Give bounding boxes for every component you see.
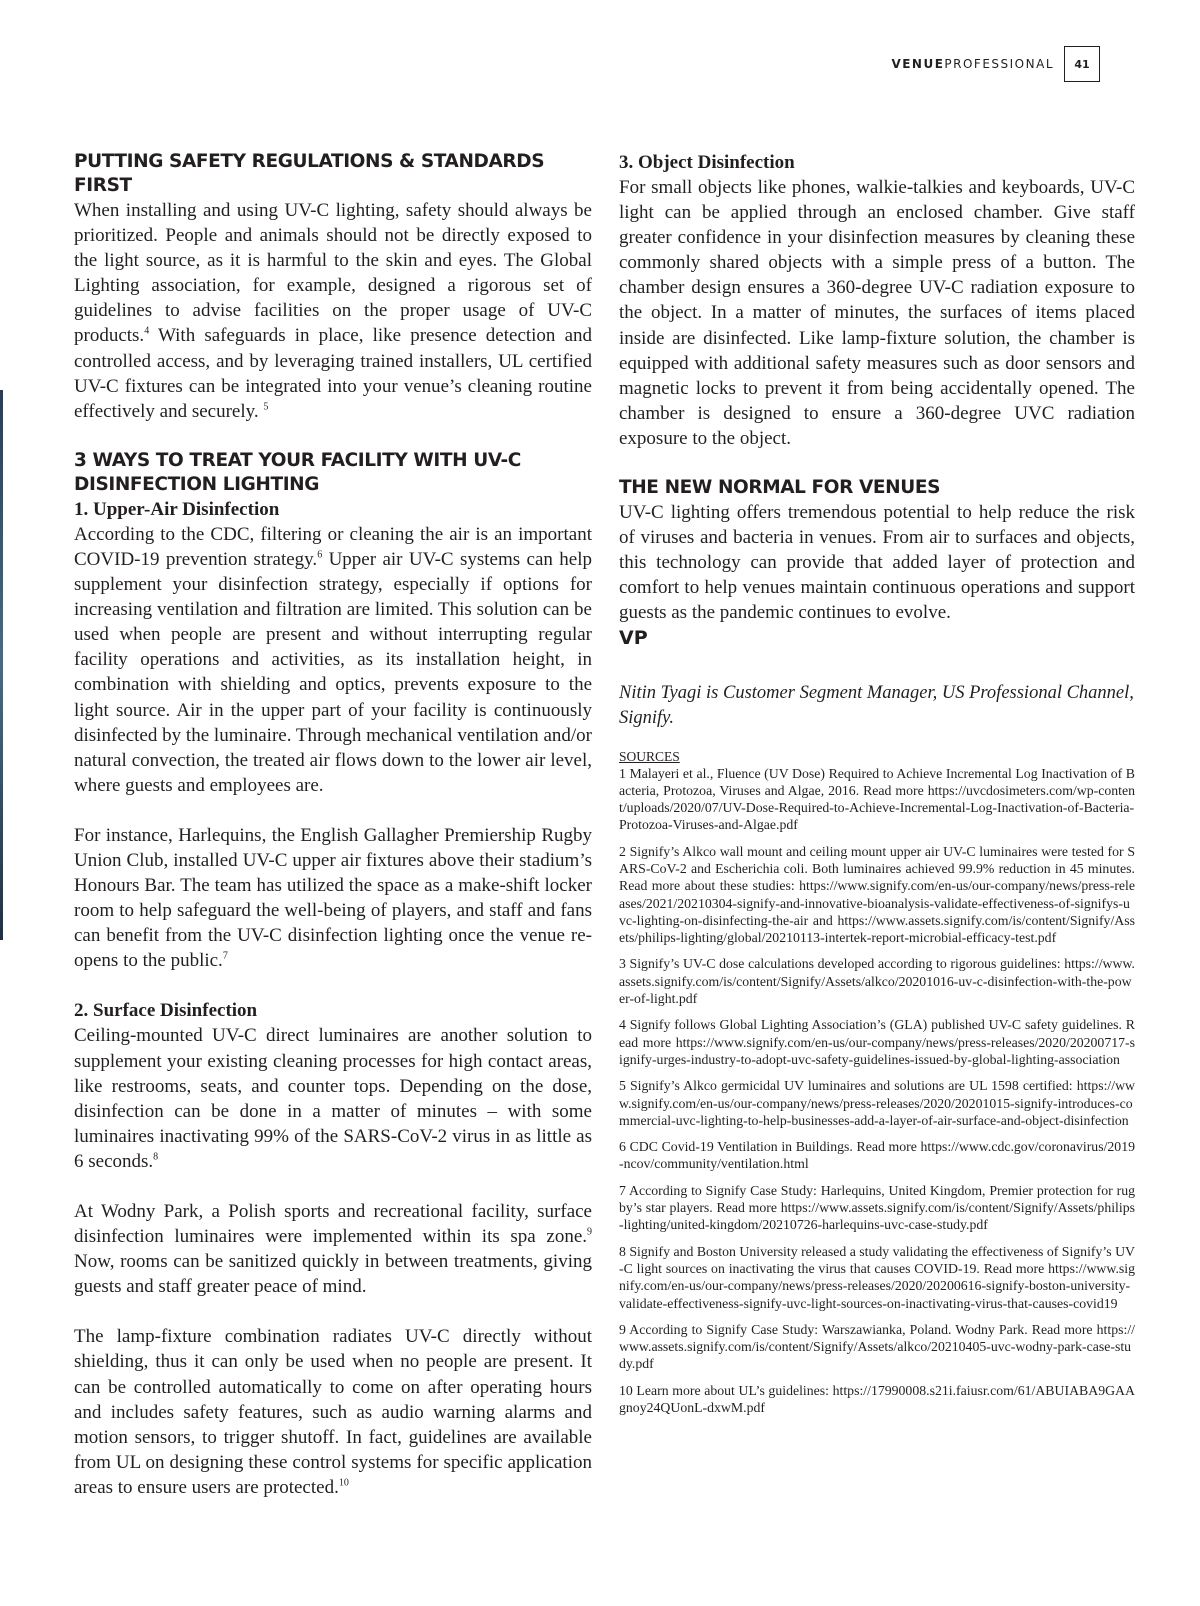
source-item: 9 According to Signify Case Study: Warszawianka, Poland. Wodny Park. Read more https://www.assets.signify.com/is/content/Signify/Assets/alkco/20210405-uvc-wodny-park-case-study.pdf <box>619 1321 1135 1372</box>
harlequins-text: For instance, Harlequins, the English Gallagher Premiership Rugby Union Club, installed UV-C upper air fixtures above their stadium’s Honours Bar. The team has utilized the space as a make-shift locker room to help safeguard the well-being of players, and staff and fans can benefit from the UV-C disinfection lighting once the venue re-opens to the public. <box>74 824 592 972</box>
magazine-brand <box>891 57 1054 71</box>
safety-text-cont: With safeguards in place, like presence detection and controlled access, and by leveraging trained installers, UL certified UV-C fixtures can be integrated into your venue’s cleaning routine effectively and securely. <box>74 325 592 422</box>
sources-list <box>619 765 1135 1417</box>
footnote-ref: 9 <box>587 1226 592 1238</box>
brand-light: PROFESSIONAL <box>944 57 1054 71</box>
source-item: 1 Malayeri et al., Fluence (UV Dose) Required to Achieve Incremental Log Inactivation of Bacteria, Protozoa, Viruses and Algae, 2016. Read more https://uvcdosimeters.com/wp-content/uploads/2020/07/UV-Dose-Required-to-Achieve-Incremental-Log-Inactivation-of-Bacteria-Protozoa-Viruses-and-Algae.pdf <box>619 765 1135 833</box>
source-item: 5 Signify’s Alkco germicidal UV luminaires and solutions are UL 1598 certified: https://www.signify.com/en-us/our-company/news/press-releases/2020/20201015-signify-introduces-commercial-uvc-lighting-to-help-businesses-add-a-layer-of-air-surface-and-object-disinfection <box>619 1078 1135 1128</box>
footnote-ref: 8 <box>153 1151 159 1163</box>
upper-air-text: According to the CDC, filtering or cleaning the air is an important COVID-19 prevention strategy. <box>74 523 592 570</box>
page-number: 41 <box>1064 46 1100 82</box>
author-byline: Nitin Tyagi is Customer Segment Manager, US Professional Channel, Signify. <box>619 682 1134 728</box>
source-item: 6 CDC Covid-19 Ventilation in Buildings. Read more https://www.cdc.gov/coronavirus/2019-ncov/community/ventilation.html <box>619 1139 1135 1172</box>
footnote-ref: 5 <box>263 401 269 413</box>
wodny-park-paragraph <box>74 1199 592 1299</box>
safety-paragraph <box>74 198 592 424</box>
safety-text: When installing and using UV-C lighting, safety should always be prioritized. People and animals should not be directly exposed to the light source, as it is harmful to the skin and eyes. The Global Lighting association, for example, designed a rigorous set of guidelines to advise facilities on the proper usage of UV-C products. <box>74 200 592 347</box>
source-item: 10 Learn more about UL’s guidelines: https://17990008.s21i.faiusr.com/61/ABUIABA9GAAgnoy24QUonL-dxwM.pdf <box>619 1382 1135 1415</box>
source-item: 7 According to Signify Case Study: Harlequins, United Kingdom, Premier protection for rugby’s star players. Read more https://www.assets.signify.com/is/content/Signify/Assets/philips-lighting/united-kingdom/20210726-harlequins-uvc-case-study.pdf <box>619 1182 1135 1233</box>
subheading-object: 3. Object Disinfection <box>619 152 795 173</box>
section-heading-ways: 3 WAYS TO TREAT YOUR FACILITY WITH UV-C DISINFECTION LIGHTING <box>74 449 521 495</box>
upper-air-text-cont: Upper air UV-C systems can help supplement your disinfection strategy, especially if options for increasing ventilation and filtration are limited. This solution can be used when people are present and without interrupting regular facility operations and activities, as its installation height, in combination with shielding and optics, prevents exposure to the light source. Air in the upper part of your facility is continuously disinfected by the luminaire. Through mechanical ventilation and/or natural convection, the treated air flows down to the lower air level, where guests and employees are. <box>74 548 592 796</box>
page-header <box>891 46 1100 82</box>
section-heading-safety: PUTTING SAFETY REGULATIONS & STANDARDS FIRST <box>74 151 545 196</box>
source-item: 8 Signify and Boston University released a study validating the effectiveness of Signify’s UV-C light sources on inactivating the virus that causes COVID-19. Read more https://www.signify.com/en-us/our-company/news/press-releases/2020/20200616-signify-boston-university-validate-effectiveness-signify-uvc-light-sources-on-inactivating-virus-that-causes-covid19 <box>619 1243 1135 1311</box>
right-column <box>619 150 1135 1425</box>
source-item: 3 Signify’s UV-C dose calculations developed according to rigorous guidelines: https://www.assets.signify.com/is/content/Signify/Assets/alkco/20201016-uv-c-disinfection-with-the-power-of-light.pdf <box>619 956 1135 1007</box>
page-edge-strip <box>0 390 3 940</box>
subheading-upper-air: 1. Upper-Air Disinfection <box>74 498 280 520</box>
sources-title: SOURCES <box>619 748 680 764</box>
brand-bold: VENUE <box>891 57 945 71</box>
wodny-park-text: At Wodny Park, a Polish sports and recreational facility, surface disinfection luminaires were implemented within its spa zone. <box>74 1201 592 1248</box>
lamp-fixture-paragraph <box>74 1324 592 1500</box>
left-column <box>74 150 592 1500</box>
new-normal-paragraph: UV-C lighting offers tremendous potential to help reduce the risk of viruses and bacteria in venues. From air to surfaces and objects, this technology can provide that added layer of protection and comfort to help venues maintain continuous operations and support guests as the pandemic continues to evolve. <box>619 502 1135 624</box>
vp-end-mark: VP <box>619 626 648 649</box>
surface-paragraph <box>74 1023 592 1174</box>
footnote-ref: 10 <box>338 1477 349 1489</box>
subheading-surface: 2. Surface Disinfection <box>74 1000 258 1022</box>
footnote-ref: 4 <box>144 326 150 338</box>
upper-air-paragraph <box>74 522 592 798</box>
surface-text: Ceiling-mounted UV-C direct luminaires are another solution to supplement your existing cleaning processes for high contact areas, like restrooms, seats, and counter tops. Depending on the dose, disinfection can be done in a matter of minutes – with some luminaires inactivating 99% of the SARS-CoV-2 virus in as little as 6 seconds. <box>74 1025 592 1172</box>
section-heading-new-normal: THE NEW NORMAL FOR VENUES <box>619 477 941 499</box>
footnote-ref: 7 <box>222 951 228 963</box>
lamp-fixture-text: The lamp-fixture combination radiates UV-C directly without shielding, thus it can only be used when no people are present. It can be controlled automatically to come on after operating hours and includes safety features, such as audio warning alarms and motion sensors, to trigger shutoff. In fact, guidelines are available from UL on designing these control systems for specific application areas to ensure users are protected. <box>74 1326 592 1498</box>
footnote-ref: 6 <box>317 549 323 561</box>
harlequins-paragraph <box>74 823 592 974</box>
wodny-park-text-cont: Now, rooms can be sanitized quickly in between treatments, giving guests and staff greater peace of mind. <box>74 1251 592 1298</box>
source-item: 2 Signify’s Alkco wall mount and ceiling mount upper air UV-C luminaires were tested for SARS-CoV-2 and Escherichia coli. Both luminaires achieved 99.9% reduction in 45 minutes. Read more about these studies: https://www.signify.com/en-us/our-company/news/press-releases/2021/20210304-signify-and-innovative-bioanalysis-validate-effectiveness-of-signifys-uvc-lighting-on-disinfecting-the-air and https://www.assets.signify.com/is/content/Signify/Assets/philips-lighting/global/20210113-intertek-report-microbial-efficacy-test.pdf <box>619 843 1135 946</box>
source-item: 4 Signify follows Global Lighting Association’s (GLA) published UV-C safety guidelines. Read more https://www.signify.com/en-us/our-company/news/press-releases/2020/20200717-signify-urges-industry-to-adopt-uvc-safety-guidelines-issued-by-global-lighting-association <box>619 1017 1135 1067</box>
object-paragraph: For small objects like phones, walkie-talkies and keyboards, UV-C light can be applied through an enclosed chamber. Give staff greater confidence in your disinfection measures by cleaning these commonly shared objects with a simple press of a button. The chamber design ensures a 360-degree UV-C radiation exposure to the object. In a matter of minutes, the surfaces of items placed inside are disinfected. Like lamp-fixture solution, the chamber is equipped with additional safety measures such as door sensors and magnetic locks to prevent it from being accidentally opened. The chamber is designed to ensure a 360-degree UVC radiation exposure to the object. <box>619 177 1135 449</box>
